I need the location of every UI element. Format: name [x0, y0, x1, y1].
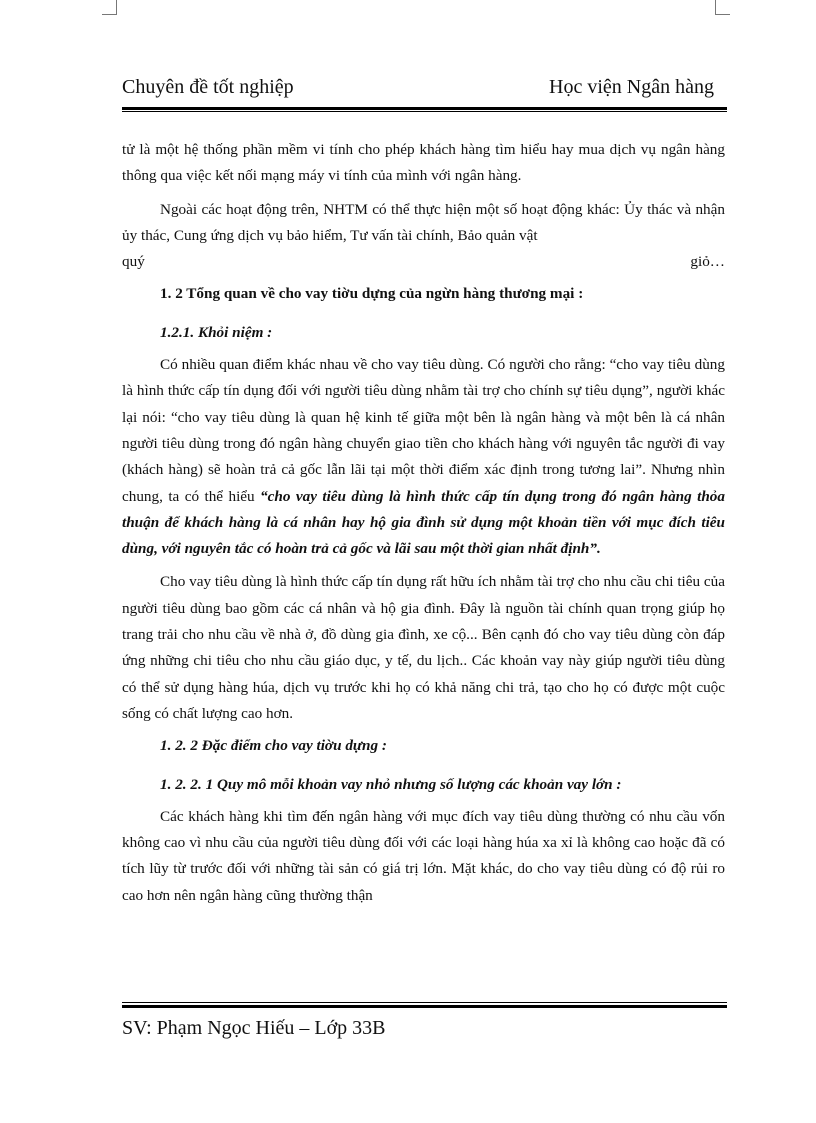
section-heading-1-2-2-1: 1. 2. 2. 1 Quy mô mỗi khoản vay nhỏ nhưng số lượng các khoản vay lớn : [160, 775, 622, 793]
paragraph-2: Ngoài các hoạt động trên, NHTM có thể thực hiện một số hoạt động khác: Ủy thác và nhận ủy thác, Cung ứng dịch vụ bảo hiểm, Tư vấn tài chính, Bảo quản vật [122, 200, 725, 244]
paragraph-3-definition: “cho vay tiêu dùng là hình thức cấp tín dụng trong đó ngân hàng thỏa thuận để khách hàng là cá nhân hay hộ gia đình sử dụng một khoản tiền với mục đích tiêu dùng, với nguyên tắc có hoàn trả cả gốc và lãi sau một thời gian nhất định”. [122, 487, 725, 558]
section-heading-1-2: 1. 2 Tổng quan về cho vay tiờu dựng của ngừn hàng thương mại : [160, 285, 584, 303]
paragraph-4: Cho vay tiêu dùng là hình thức cấp tín dụng rất hữu ích nhằm tài trợ cho nhu cầu chi tiêu của người tiêu dùng bao gồm các cá nhân và hộ gia đình. Đây là nguồn tài chính quan trọng giúp họ trang trải cho nhu cầu về nhà ở, đồ dùng gia đình, xe cộ... Bên cạnh đó cho vay tiêu dùng còn đáp ứng những chi tiêu cho nhu cầu giáo dục, y tế, du lịch.. Các khoản vay này giúp người tiêu dùng có thể sử dụng hàng húa, dịch vụ trước khi họ có khả năng chi trả, tạo cho họ có được một cuộc sống có chất lượng cao hơn. [122, 573, 725, 722]
page-header [122, 76, 714, 106]
paragraph-5: Các khách hàng khi tìm đến ngân hàng với mục đích vay tiêu dùng thường có nhu cầu vốn không cao vì nhu cầu của người tiêu dùng đối với các loại hàng húa xa xỉ là không cao hoặc đã có tích lũy từ trước đối với những tài sản có giá trị lớn. Mặt khác, do cho vay tiêu dùng có độ rủi ro cao hơn nên ngân hàng cũng thường thận [122, 807, 725, 904]
header-rule-thick [122, 107, 727, 110]
crop-mark-top-left [102, 0, 117, 15]
paragraph-3 [122, 352, 725, 562]
section-heading-1-2-2: 1. 2. 2 Đặc điểm cho vay tiờu dựng : [160, 737, 387, 755]
paragraph-2-tail [122, 249, 725, 275]
crop-mark-top-right [715, 0, 730, 15]
paragraph-1: tử là một hệ thống phần mềm vi tính cho phép khách hàng tìm hiểu hay mua dịch vụ ngân hàng thông qua việc kết nối mạng máy vi tính của mình với ngân hàng. [122, 141, 725, 185]
page-body [122, 137, 725, 909]
paragraph-3-text: Có nhiều quan điểm khác nhau về cho vay tiêu dùng. Có người cho rằng: “cho vay tiêu dùng là hình thức cấp tín dụng đối với người tiêu dùng nhằm tài trợ cho chính sự tiêu dụng”, người khác lại nói: “cho vay tiêu dùng là quan hệ kinh tế giữa một bên là ngân hàng và một bên là cá nhân người tiêu dùng trong đó ngân hàng chuyển giao tiền cho khách hàng với nguyên tắc người đi vay (khách hàng) sẽ hoàn trả cả gốc lẫn lãi tại một thời điểm xác định trong tương lai”. Nhưng nhìn chung, ta có thể hiểu [122, 356, 725, 505]
footer-rule-thin [122, 1002, 727, 1003]
header-right-title: Học viện Ngân hàng [549, 76, 714, 98]
paragraph-2-tail-right: giỏ… [690, 253, 725, 271]
header-rule-thin [122, 111, 727, 112]
section-heading-1-2-1: 1.2.1. Khỏi niệm : [160, 323, 273, 341]
header-left-title: Chuyên đề tốt nghiệp [122, 76, 294, 98]
paragraph-2-tail-left: quý [122, 253, 145, 271]
page-footer: SV: Phạm Ngọc Hiếu – Lớp 33B [122, 1017, 386, 1039]
footer-rule-thick [122, 1005, 727, 1008]
